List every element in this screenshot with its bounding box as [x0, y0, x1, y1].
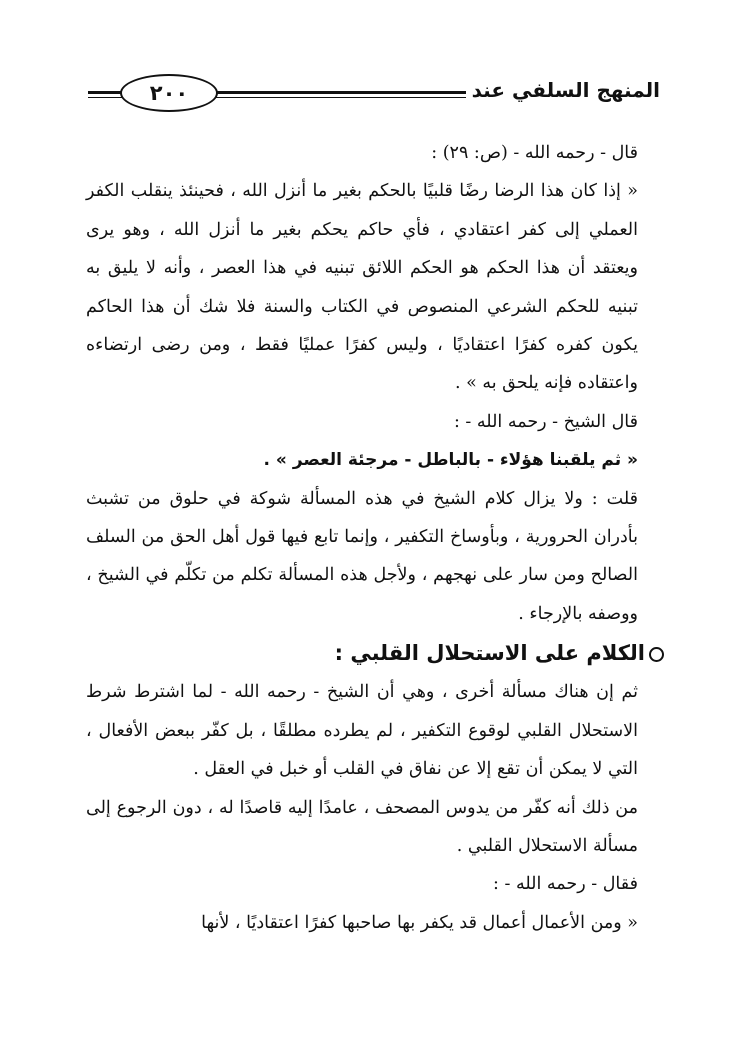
section-heading-text: الكلام على الاستحلال القلبي :	[334, 641, 645, 666]
paragraph-5: من ذلك أنه كفّر من يدوس المصحف ، عامدًا إليه قاصدًا له ، دون الرجوع إلى مسألة الاستحلال القلبي .	[86, 797, 638, 856]
running-title: المنهج السلفي عند	[466, 78, 660, 102]
paragraph-2: قال الشيخ - رحمه الله - :	[453, 411, 638, 432]
quote-paragraph-2: « ومن الأعمال أعمال قد يكفر بها صاحبها كفرًا اعتقاديًا ، لأنها	[201, 912, 638, 933]
page-header	[88, 72, 660, 116]
paragraph-3: قلت : ولا يزال كلام الشيخ في هذه المسألة شوكة في حلوق من تشبث بأدران الحرورية ، وبأوساخ التكفير ، وإنما تابع فيها قول أهل الحق من السلف الصالح ومن سار على نهجهم ، ولأجل هذه المسألة تكلم من تكلّم في الشيخ ، ووصفه بالإرجاء .	[86, 488, 638, 624]
paragraph-6: فقال - رحمه الله - :	[493, 874, 638, 895]
quote-paragraph-1: « إذا كان هذا الرضا رضًا قلبيًا بالحكم بغير ما أنزل الله ، فحينئذ ينقلب الكفر العملي إلى كفر اعتقادي ، فأي حاكم يحكم بغير ما أنزل الله ، وهو يرى ويعتقد أن هذا الحكم هو الحكم اللائق تبنيه في هذا العصر ، وأنه لا يليق به تبنيه للحكم الشرعي المنصوص في الكتاب والسنة فلا شك أن هذا الحاكم يكون كفره كفرًا اعتقاديًا ، وليس كفرًا عمليًا فقط ، ومن رضى ارتضاءه واعتقاده فإنه يلحق به » .	[86, 181, 638, 394]
section-heading	[86, 633, 664, 673]
page-body	[86, 134, 664, 942]
bullet-circle-icon	[649, 647, 664, 662]
quote-bold: « ثم يلقبنا هؤلاء - بالباطل - مرجئة العصر » .	[263, 450, 638, 471]
paragraph-1: قال - رحمه الله - (ص: ٢٩) :	[431, 143, 638, 163]
page-number: ٢٠٠	[120, 74, 218, 112]
paragraph-4: ثم إن هناك مسألة أخرى ، وهي أن الشيخ - رحمه الله - لما اشترط شرط الاستحلال القلبي لوقوع التكفير ، لم يطرده مطلقًا ، بل كفّر ببعض الأفعال ، التي لا يمكن أن تقع إلا عن نفاق في القلب أو خبل في العقل .	[86, 682, 638, 780]
